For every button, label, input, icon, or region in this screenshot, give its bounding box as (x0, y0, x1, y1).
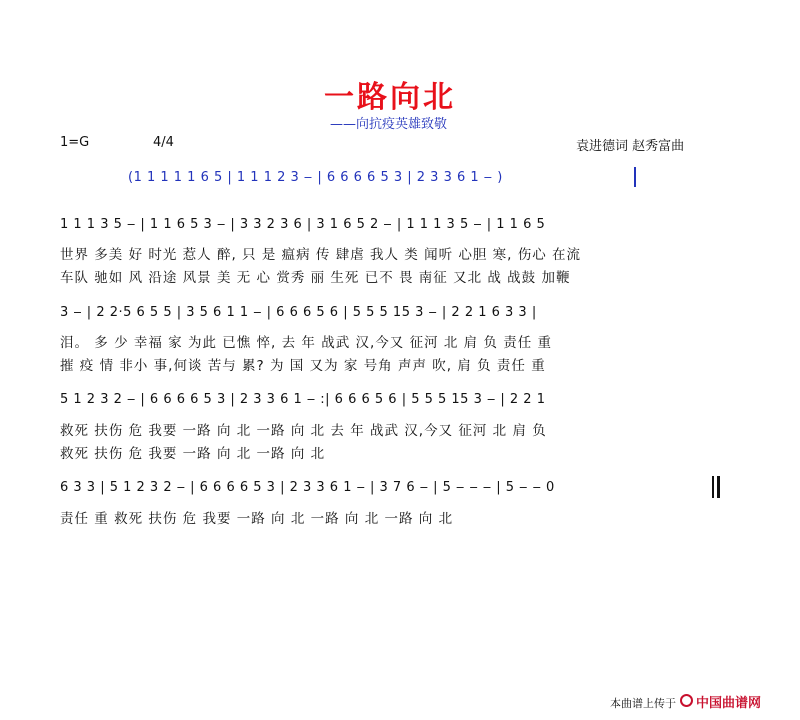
music-line-4: 6 3 3 | 5 1 2 3 2 ‒ | 6 6 6 6 5 3 | 2 3 3 6 1 ‒ | 3 7 6 ‒ | 5 ‒ ‒ ‒ | 5 ‒ ‒ 0 (60, 480, 555, 495)
time-signature: 4/4 (153, 135, 174, 150)
lyric-line-2: 车队 驰如 风 沿途 风景 美 无 心 赏秀 丽 生死 已不 畏 南征 又北 战 战鼓 加鞭 (60, 270, 571, 286)
lyric-line-6: 救死 扶伤 危 我要 一路 向 北 一路 向 北 (60, 446, 326, 462)
final-barline-thick (717, 476, 720, 498)
music-line-2: 3 ‒ | 2 2·5 6 5 5 | 3 5 6 1 1 ‒ | 6 6 6 5 6 | 5 5 5 15 3 ‒ | 2 2 1 6 3 3 | (60, 305, 537, 320)
page-subtitle: ——向抗疫英雄致敬 (330, 117, 448, 132)
credits: 袁进德词 赵秀富曲 (576, 139, 685, 154)
lyric-line-3: 泪。 多 少 幸福 家 为此 已憔 悴, 去 年 战武 汉,今又 征河 北 肩 负 责任 重 (60, 335, 553, 351)
page-title: 一路向北 (324, 80, 456, 115)
footer-upload-text: 本曲谱上传于 (610, 697, 676, 710)
site-logo-icon (680, 694, 693, 707)
key-signature: 1=G (60, 135, 90, 150)
music-line-3: 5 1 2 3 2 ‒ | 6 6 6 6 5 3 | 2 3 3 6 1 ‒ :| 6 6 6 5 6 | 5 5 5 15 3 ‒ | 2 2 1 (60, 392, 546, 407)
lyric-line-5: 救死 扶伤 危 我要 一路 向 北 一路 向 北 去 年 战武 汉,今又 征河 北 肩 负 (60, 423, 547, 439)
lyric-line-4: 摧 疫 情 非小 事,何谈 苦与 累? 为 国 又为 家 号角 声声 吹, 肩 负 责任 重 (60, 358, 546, 374)
lyric-line-1: 世界 多美 好 时光 惹人 醉, 只 是 瘟病 传 肆虐 我人 类 闻听 心胆 寒, 伤心 在流 (60, 247, 582, 263)
site-logo[interactable]: 中国曲谱网 (696, 696, 762, 711)
intro-music-line: (1 1 1 1 1 6 5 | 1 1 1 2 3 ‒ | 6 6 6 6 5 3 | 2 3 3 6 1 ‒ ) (128, 170, 503, 185)
intro-barline (634, 167, 636, 187)
lyric-line-7: 责任 重 救死 扶伤 危 我要 一路 向 北 一路 向 北 一路 向 北 (60, 511, 454, 527)
music-line-1: 1 1 1 3 5 ‒ | 1 1 6 5 3 ‒ | 3 3 2 3 6 | 3 1 6 5 2 ‒ | 1 1 1 3 5 ‒ | 1 1 6 5 (60, 217, 546, 232)
final-barline-thin (712, 476, 714, 498)
